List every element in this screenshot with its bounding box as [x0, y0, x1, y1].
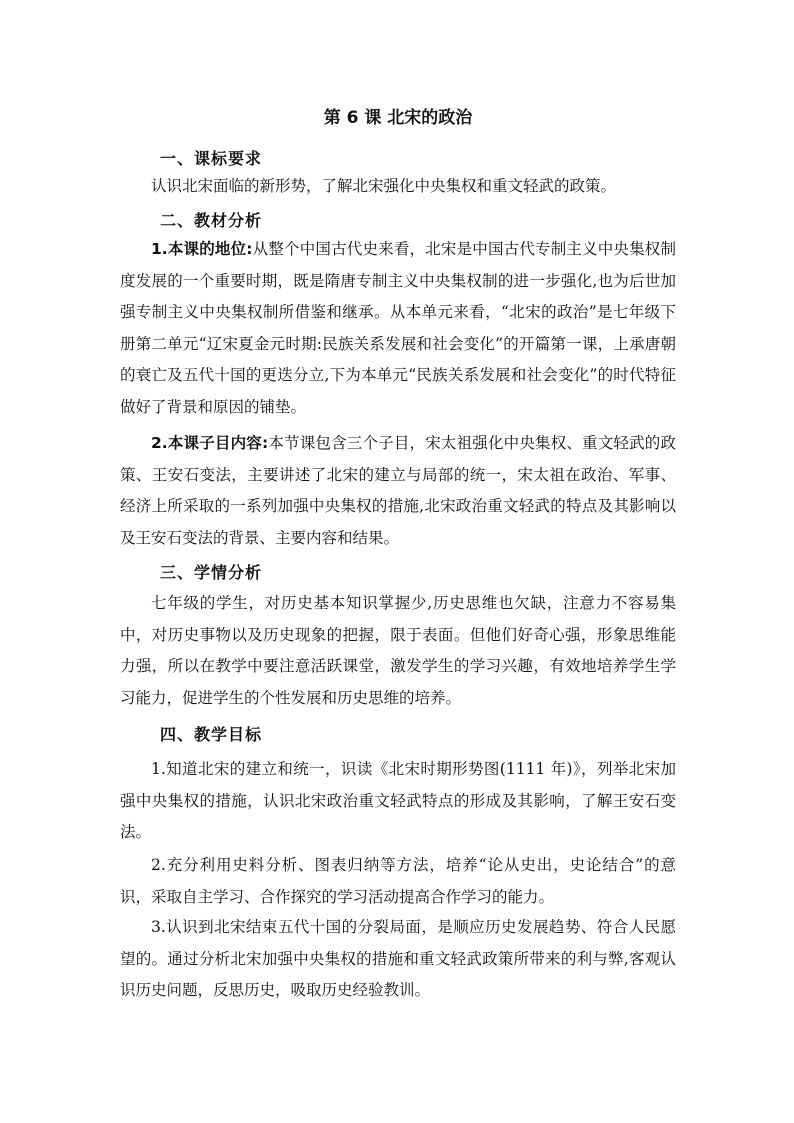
section-heading-objectives: 四、教学目标: [160, 725, 263, 744]
paragraph: 七年级的学生，对历史基本知识掌握少,历史思维也欠缺，注意力不容易集中，对历史事物以及历史现象的把握，限于表面。但他们好奇心强，形象思维能力强，所以在教学中要注意活跃课堂，激发学生的学习兴趣，有效地培养学生学习能力，促进学生的个性发展和历史思维的培养。: [120, 594, 676, 707]
paragraph: 认识北宋面临的新形势，了解北宋强化中央集权和重文轻武的政策。: [151, 177, 617, 195]
page-title: 第 6 课 北宋的政治: [323, 108, 473, 128]
section-heading-textbook: 二、教材分析: [160, 211, 263, 230]
paragraph: 3.认识到北宋结束五代十国的分裂局面，是顺应历史发展趋势、符合人民愿望的。通过分析北宋加强中央集权的措施和重文轻武政策所带来的利与弊,客观认识历史问题，反思历史，吸取历史经验教训。: [120, 918, 676, 999]
section-heading-students: 三、学情分析: [160, 563, 263, 582]
paragraph: 2.充分利用史料分析、图表归纳等方法，培养“论从史出，史论结合”的意识，采取自主学习、合作探究的学习活动提高合作学习的能力。: [120, 856, 676, 906]
paragraph: [120, 234, 676, 423]
paragraph-label: 2.本课子目内容:: [151, 434, 269, 452]
section-heading-standards: 一、课标要求: [160, 149, 263, 168]
paragraph: [120, 428, 676, 554]
paragraph-text: 从整个中国古代史来看，北宋是中国古代专制主义中央集权制度发展的一个重要时期，既是隋唐专制主义中央集权制的进一步强化,也为后世加强专制主义中央集权制所借鉴和继承。从本单元来看，“北宋的政治”是七年级下册第二单元“辽宋夏金元时期:民族关系发展和社会变化”的开篇第一课，上承唐朝的衰亡及五代十国的更迭分立,下为本单元“民族关系发展和社会变化”的时代特征做好了背景和原因的铺垫。: [120, 240, 676, 416]
paragraph-label: 1.本课的地位:: [151, 240, 253, 258]
paragraph: 1.知道北宋的建立和统一，识读《北宋时期形势图(1111 年)》，列举北宋加强中央集权的措施，认识北宋政治重文轻武特点的形成及其影响，了解王安石变法。: [120, 760, 676, 841]
paragraph-text: 本节课包含三个子目，宋太祖强化中央集权、重文轻武的政策、王安石变法，主要讲述了北宋的建立与局部的统一，宋太祖在政治、军事、经济上所采取的一系列加强中央集权的措施,北宋政治重文轻武的特点及其影响以及王安石变法的背景、主要内容和结果。: [120, 434, 676, 547]
